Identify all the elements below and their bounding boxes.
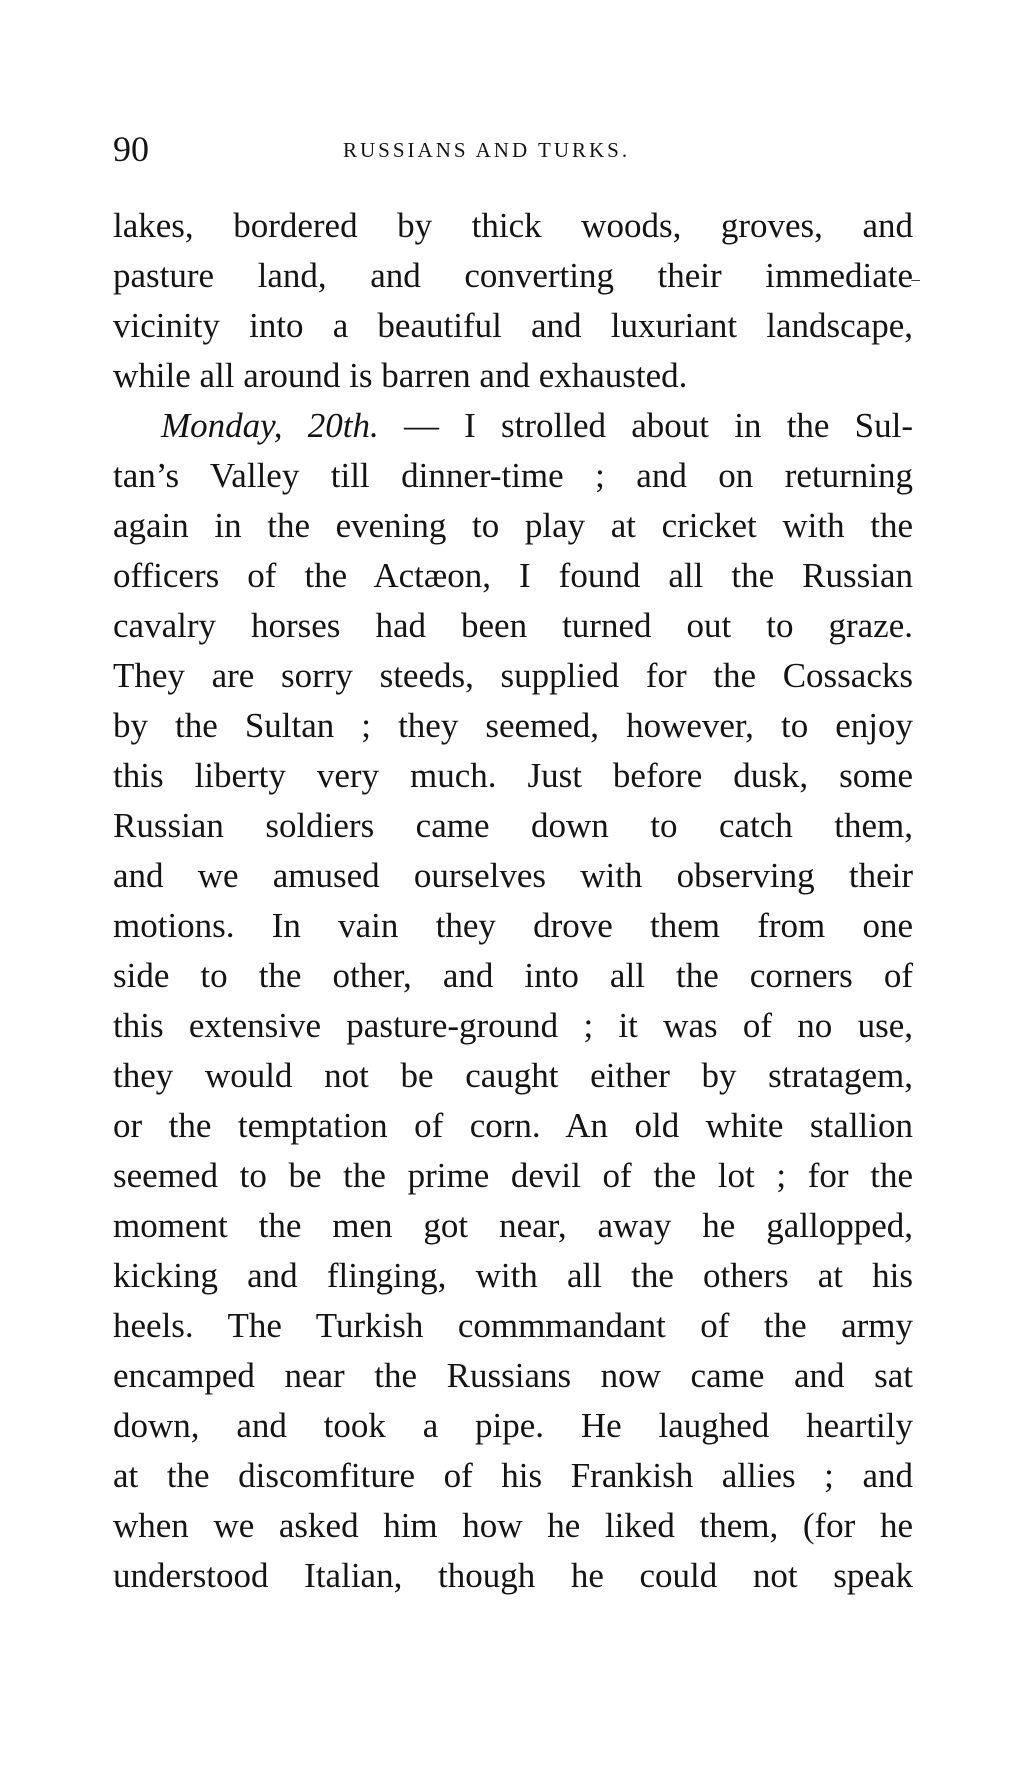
running-title: RUSSIANS AND TURKS.: [343, 138, 631, 162]
text-line: and we amused ourselves with observing their: [113, 856, 913, 895]
page-header: [113, 128, 913, 178]
text-line: by the Sultan ; they seemed, however, to enjoy: [113, 706, 913, 745]
text-line: down, and took a pipe. He laughed heartily: [113, 1406, 913, 1445]
text-line: motions. In vain they drove them from one: [113, 906, 913, 945]
text-line: this extensive pasture-ground ; it was of no use,: [113, 1006, 913, 1045]
text-line: Monday, 20th. — I strolled about in the Sul-: [161, 406, 914, 445]
text-line: understood Italian, though he could not speak: [113, 1556, 913, 1595]
text-line: seemed to be the prime devil of the lot ; for the: [113, 1156, 913, 1195]
text-line: vicinity into a beautiful and luxuriant landscape,: [113, 306, 913, 345]
text-line: lakes, bordered by thick woods, groves, and: [113, 206, 913, 245]
text-line: when we asked him how he liked them, (for he: [113, 1506, 913, 1545]
text-line: this liberty very much. Just before dusk, some: [113, 756, 913, 795]
body-text: [113, 201, 913, 1601]
text-line: They are sorry steeds, supplied for the Cossacks: [113, 656, 913, 695]
text-line: encamped near the Russians now came and sat: [113, 1356, 913, 1395]
text-line: or the temptation of corn. An old white stallion: [113, 1106, 913, 1145]
margin-mark: ‾: [912, 278, 920, 303]
text-line: heels. The Turkish commmandant of the army: [113, 1306, 913, 1345]
text-line: at the discomfiture of his Frankish allies ; and: [113, 1456, 913, 1495]
text-line: they would not be caught either by stratagem,: [113, 1056, 913, 1095]
text-line: side to the other, and into all the corners of: [113, 956, 913, 995]
text-line: officers of the Actæon, I found all the Russian: [113, 556, 913, 595]
text-line: moment the men got near, away he gallopped,: [113, 1206, 913, 1245]
text-line: while all around is barren and exhausted.: [113, 356, 688, 395]
date-heading: Monday, 20th.: [161, 406, 379, 445]
text-line: kicking and flinging, with all the others at his: [113, 1256, 913, 1295]
text-line: cavalry horses had been turned out to graze.: [113, 606, 913, 645]
text-line: again in the evening to play at cricket with the: [113, 506, 913, 545]
text-line: Russian soldiers came down to catch them,: [113, 806, 913, 845]
page-number: 90: [113, 129, 149, 169]
text-line: pasture land, and converting their immediate: [113, 256, 913, 295]
text-line: tan’s Valley till dinner-time ; and on returning: [113, 456, 913, 495]
